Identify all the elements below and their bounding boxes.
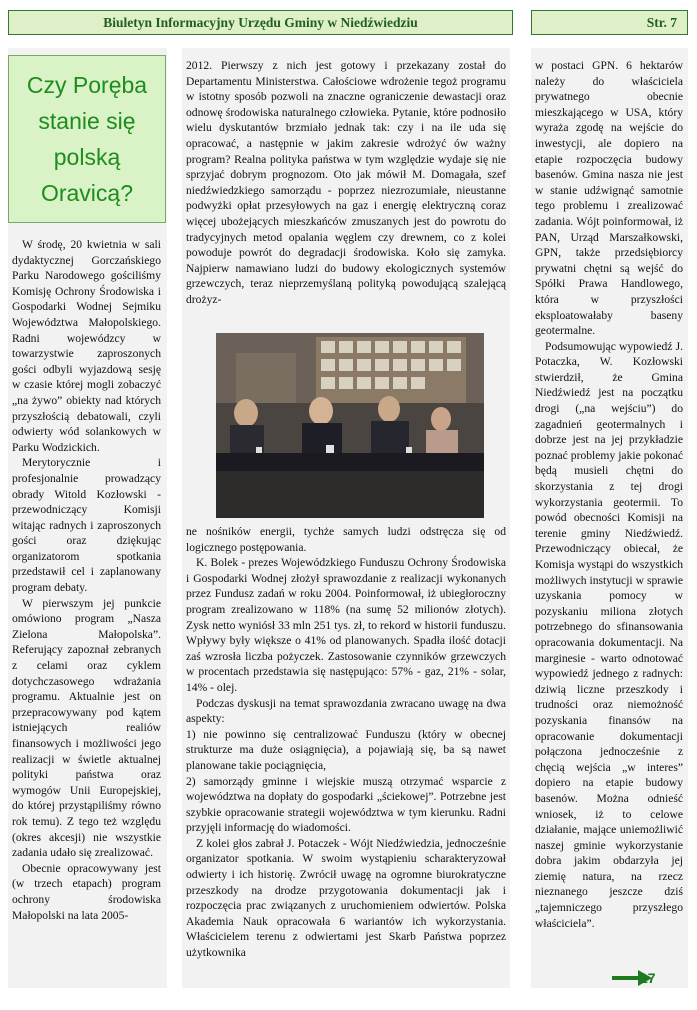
paragraph: 2012. Pierwszy z nich jest gotowy i przekazany został do Departamentu Ministerstwa. Całościowe wdrożenie tegoż programu w istotny sposób pozwoli na znaczne ograniczenie dewastacji oraz odnowę środowiska naturalnego człowieka. Pytanie, które podnosiło wielu dyskutantów brzmiało jednak tak: czy i na ile uda się opracować, a następnie w jakim zakresie wdrożyć ów ważny program? Realna polityka państwa w tym względzie wydaje się nie sprzyjać dobrym prognozom. Oto jak mówił M. Domagała, szef niedźwiedzkiego samorządu - poprzez niezrozumiałe, nieustanne podwyżki opłat przesyłowych na gaz i energię elektryczną coraz więcej ubożejących mieszkańców zmuszanych jest do powrotu do tradycyjnych metod opalania węglem czy drewnem, co z kolei powoduje powrót do degradacji środowiska. Koło się zamyka. Najpierw namawiano ludzi do budowy ekologicznych systemów grzewczych, teraz nieprzemyślaną polityką powodującą szalejącą drożyz- [186, 59, 506, 306]
article-title-line: polską [53, 144, 121, 170]
newsletter-header [8, 10, 513, 35]
meeting-photo [216, 333, 484, 518]
paragraph: 2) samorządy gminne i wiejskie muszą otrzymać wsparcie z województwa na dopłaty do gospodarki „ściekowej”. Potrzebne jest szybkie opracowanie strategii województwa w tym kierunku. Radni przyjęli informację do wiadomości. [186, 774, 506, 835]
article-text-col1 [12, 237, 161, 923]
article-text-col2-top [186, 58, 506, 308]
paragraph: Obecnie opracowywany jest (w trzech etapach) program ochrony środowiska Małopolski na lata 2005- [12, 861, 161, 922]
paragraph: Z kolei głos zabrał J. Potaczek - Wójt Niedźwiedzia, jednocześnie organizator spotkania. W swoim wystąpieniu scharakteryzował odwierty i ich historię. Zwrócił uwagę na ogromne biurokratyczne przeszkody na drodze przygotowania dokumentacji jak i rozpoczęcia prac związanych z uruchomieniem odwiertów. Polska Akademia Nauk opracowała 6 wariantów ich wykorzystania. Właścicielem terenu z odwiertami jest Skarb Państwa poprzez użytkownika [186, 836, 506, 960]
paragraph: Merytorycznie i profesjonalnie prowadzący obrady Witold Kozłowski - przewodniczący Komisji witając radnych i zaproszonych gości oraz dziękując organizatorom spotkania przedstawił cel i zaplanowany program debaty. [12, 456, 161, 595]
paragraph: Podczas dyskusji na temat sprawozdania zwracano uwagę na dwa aspekty: [186, 696, 506, 726]
paragraph: 1) nie powinno się centralizować Funduszu (który w obecnej strukturze ma duże osiągnięcia), a pojawiają się, ba są nawet planowane takie pociągnięcia, [186, 727, 506, 772]
page-label: Str. 7 [646, 14, 677, 30]
paragraph: w postaci GPN. 6 hektarów należy do właściciela prywatnego obecnie mieszkającego w USA, który wyraża zgodę na wejście do inwestycji, ale dopiero na etapie rozpoczęcia budowy basenów. Gmina nasza nie jest w stanie udźwignąć samotnie tego problemu i zrealizować zadania. Wójt poinformował, iż PAN, Urząd Marszałkowski, GPN, także przedsiębiorcy prywatni chętni są wejść do Spółki Prawa Handlowego, która w przyszłości eksploatowałaby baseny geotermalne. [535, 59, 683, 338]
paragraph: W pierwszym jej punkcie omówiono program „Nasza Zielona Małopolska”. Referujący zapoznał zebranych z celami oraz cyklem dotychczasowego wdrażania programu. Aktualnie jest on przepracowywany pod kątem istniejących realiów finansowych i możliwości jego realizacji w świetle aktualnej polityki państwa oraz wymogów Unii Europejskiej, do której przystąpiliśmy równo rok temu). Z tego też względu (okres akcesji) nie wszystkie zadania udało się zrealizować. [12, 596, 161, 860]
article-title-line: stanie się [38, 108, 136, 134]
article-text-col2-bottom [186, 524, 506, 961]
paragraph: W środę, 20 kwietnia w sali dydaktycznej Gorczańskiego Parku Narodowego gościliśmy Komisję Ochrony Środowiska i Gospodarki Wodnej Sejmiku Województwa Małopolskiego. Radni wojewódzcy w towarzystwie zaproszonych gości odbyli wyjazdową sesję w czasie której mogli zobaczyć „na żywo” obiekty nad których przyszłością debatowali, czyli odwierty wód solankowych w Parku Wodzickich. [12, 238, 161, 454]
newsletter-title: Biuletyn Informacyjny Urzędu Gminy w Niedźwiedziu [103, 14, 418, 30]
article-title-box [8, 55, 166, 223]
article-title-line: Oravicą? [40, 180, 134, 206]
paragraph: Podsumowując wypowiedź J. Potaczka, W. Kozłowski stwierdził, że Gmina Niedźwiedź jest na początku drogi („na wejściu”) do zagadnień geotermalnych i dobrze jest na jej przykładzie poznać problemy jakie pokonać będą musieli chętni do skorzystania z tej drogi wykorzystania geotermii. To powód obecności Komisji na terenie gminy Niedźwiedź. Przewodniczący obiecał, że Komisja wystąpi do wszystkich możliwych instytucji w sprawie uzyskania pomocy w pozyskaniu miliona złotych potrzebnego do sfinansowania opracowania dokumentacji. Na marginesie - warto odnotować wypowiedź jednego z radnych: dziwią liczne przeszkody i trudności oraz niemożność pozyskania finansów na opracowanie dokumentacji połączona jednocześnie z chęcią wejścia „w interes” dopiero na etapie budowy basenów. Można odnieść wniosek, iż to celowe działanie, mające uniemożliwić naszej gminie wykorzystanie dobra jakim obdarzyła jej ziemię natura, na rzecz nieznanego jeszcze dziś „tajemniczego przyszłego właściciela”. [535, 339, 683, 930]
article-text-col3 [535, 58, 683, 931]
article-title-line: Czy Poręba [26, 72, 148, 98]
page-number: 17 [640, 970, 656, 986]
paragraph: ne nośników energii, tychże samych ludzi odstręcza się od logicznego postępowania. [186, 525, 506, 554]
paragraph: K. Bolek - prezes Wojewódzkiego Funduszu Ochrony Środowiska i Gospodarki Wodnej złożył sprawozdanie z realizacji wykonanych przez Fundusz zadań w roku 2004. Poinformował, iż ubiegłoroczny program zrealizowano w 118% (na sumę 52 milionów złotych). Zysk netto wyniósł 33 mln 251 tys. zł, to rekord w historii funduszu. Wpływy były większe o 41% od planowanych. Spadła ilość dotacji zaś wzrosła liczba pożyczek. Zastosowanie czynników grzewczych w procentach przedstawia się następująco: 57% - gaz, 21% - solar, 14% - olej. [186, 556, 506, 694]
page-label-box [531, 10, 688, 35]
